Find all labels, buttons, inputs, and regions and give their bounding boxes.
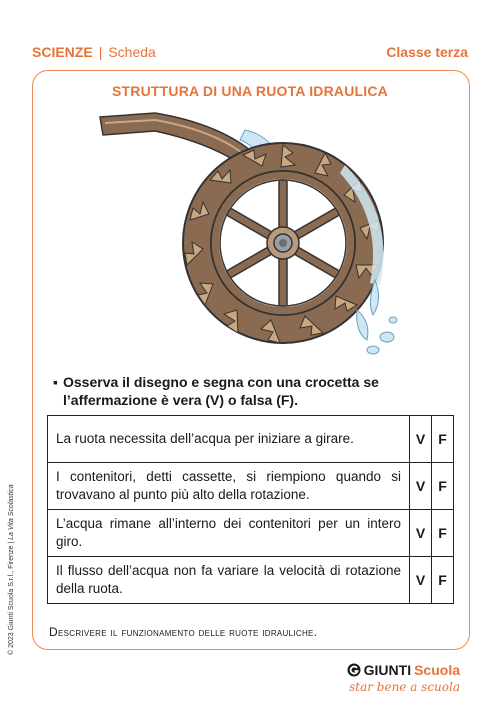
header-separator: | (98, 44, 103, 60)
publisher-logo (347, 662, 460, 694)
false-checkbox-2[interactable]: F (432, 463, 454, 510)
subject-line (32, 44, 156, 60)
instruction-label: Osserva il disegno e segna con una crocetta se l’affermazione è vera (V) o falsa (F). (63, 374, 379, 408)
true-checkbox-4[interactable]: V (410, 557, 432, 604)
page-header (32, 40, 468, 64)
true-false-table (47, 415, 454, 604)
worksheet-label: Scheda (108, 44, 156, 60)
logo-tagline: star bene a scuola (349, 680, 460, 694)
true-checkbox-3[interactable]: V (410, 510, 432, 557)
page-title: STRUTTURA DI UNA RUOTA IDRAULICA (111, 83, 388, 99)
table-row (48, 463, 454, 510)
true-checkbox-2[interactable]: V (410, 463, 432, 510)
task-prompt: Descrivere il funzionamento delle ruote idrauliche. (49, 625, 318, 639)
giunti-g-icon (347, 663, 361, 677)
false-checkbox-1[interactable]: F (432, 416, 454, 463)
table-row (48, 557, 454, 604)
instruction-text (53, 373, 423, 409)
bullet-icon: ▪ (53, 374, 58, 390)
logo-giunti: GIUNTI (363, 662, 412, 678)
logo-scuola: Scuola (414, 662, 460, 678)
grade-label: Classe terza (386, 44, 468, 60)
false-checkbox-3[interactable]: F (432, 510, 454, 557)
copyright-notice (8, 484, 15, 655)
statement-1: La ruota necessita dell’acqua per iniziare a girare. (48, 416, 410, 463)
magazine-name: La Vita Scolastica (8, 484, 15, 540)
copyright-main: © 2023 Giunti Scuola S.r.l., Firenze | (8, 539, 15, 655)
subject-label: SCIENZE (32, 44, 93, 60)
table-row (48, 510, 454, 557)
table-row (48, 416, 454, 463)
true-checkbox-1[interactable]: V (410, 416, 432, 463)
statement-3: L’acqua rimane all’interno dei contenitori per un intero giro. (48, 510, 410, 557)
statement-4: Il flusso dell’acqua non fa variare la velocità di rotazione della ruota. (48, 557, 410, 604)
statement-2: I contenitori, detti cassette, si riempiono quando si trovavano al punto più alto della rotazione. (48, 463, 410, 510)
false-checkbox-4[interactable]: F (432, 557, 454, 604)
water-wheel-illustration (95, 105, 405, 365)
